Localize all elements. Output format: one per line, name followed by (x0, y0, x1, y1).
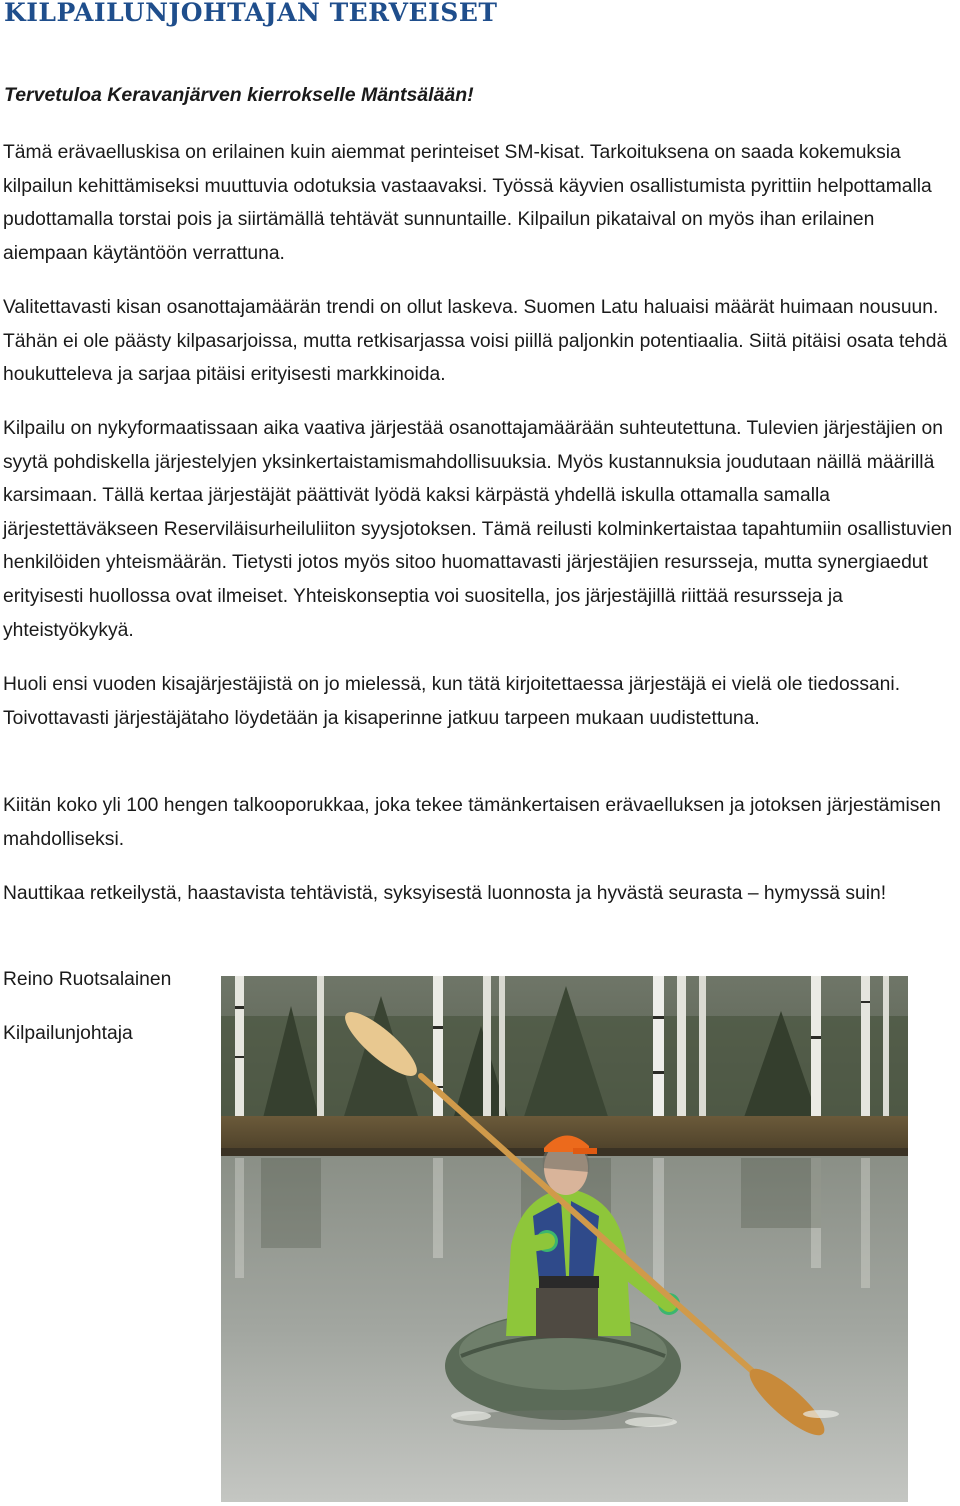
paragraph-5: Kiitän koko yli 100 hengen talkooporukkaa, joka tekee tämänkertaisen erävaelluksen ja jotoksen järjestämisen mahdolliseksi. (3, 795, 941, 850)
paragraph-6: Nauttikaa retkeilystä, haastavista tehtävistä, syksyisestä luonnosta ja hyvästä seurasta – hymyssä suin! (3, 883, 887, 904)
signature-name: Reino Ruotsalainen (3, 969, 172, 990)
kayaker-photo (221, 976, 908, 1502)
paragraph-4: Huoli ensi vuoden kisajärjestäjistä on jo mielessä, kun tätä kirjoitettaessa järjestäjä ei vielä ole tiedossani. Toivottavasti järjestäjätaho löydetään ja kisaperinne jatkuu tarpeen mukaan uudistettuna. (3, 674, 901, 729)
welcome-heading: Tervetuloa Keravanjärven kierrokselle Mäntsälään! (4, 84, 474, 106)
paragraph-3: Kilpailu on nykyformaatissaan aika vaativa järjestää osanottajamäärään suhteutettuna. Tulevien järjestäjien on syytä pohdiskella järjestelyjen yksinkertaistamismahdollisuuksia. Myös kustannuksia joudutaan näillä määrillä karsimaan. Tällä kertaa järjestäjät päättivät lyödä kaksi kärpästä yhdellä iskulla ottamalla samalla järjestettäväkseen Reserviläisurheiluliiton syysjotoksen. Tämä reilusti kolminkertaistaa tapahtumiin osallistuvien henkilöiden yhteismäärän. Tietysti jotos myös sitoo huomattavasti järjestäjien resursseja, mutta synergiaedut erityisesti huollossa ovat ilmeiset. Yhteiskonseptia voi suositella, jos järjestäjillä riittää resursseja ja yhteistyökykyä. (3, 418, 953, 641)
paragraph-2: Valitettavasti kisan osanottajamäärän trendi on ollut laskeva. Suomen Latu haluaisi määrät huimaan nousuun. Tähän ei ole päästy kilpasarjoissa, mutta retkisarjassa voisi piillä paljonkin potentiaalia. Siitä pitäisi osata tehdä houkutteleva ja sarjaa pitäisi erityisesti markkinoida. (3, 297, 948, 386)
page-title: KILPAILUNJOHTAJAN TERVEISET (4, 0, 498, 27)
paragraph-1: Tämä erävaelluskisa on erilainen kuin aiemmat perinteiset SM-kisat. Tarkoituksena on saada kokemuksia kilpailun kehittämiseksi muuttuvia odotuksia vastaavaksi. Työssä käyvien osallistumista pyrittiin helpottamalla pudottamalla torstai pois ja siirtämällä tehtävät sunnuntaille. Kilpailun pikataival on myös ihan erilainen aiempaan käytäntöön verrattuna. (3, 142, 932, 264)
signature-role: Kilpailunjohtaja (3, 1023, 133, 1044)
